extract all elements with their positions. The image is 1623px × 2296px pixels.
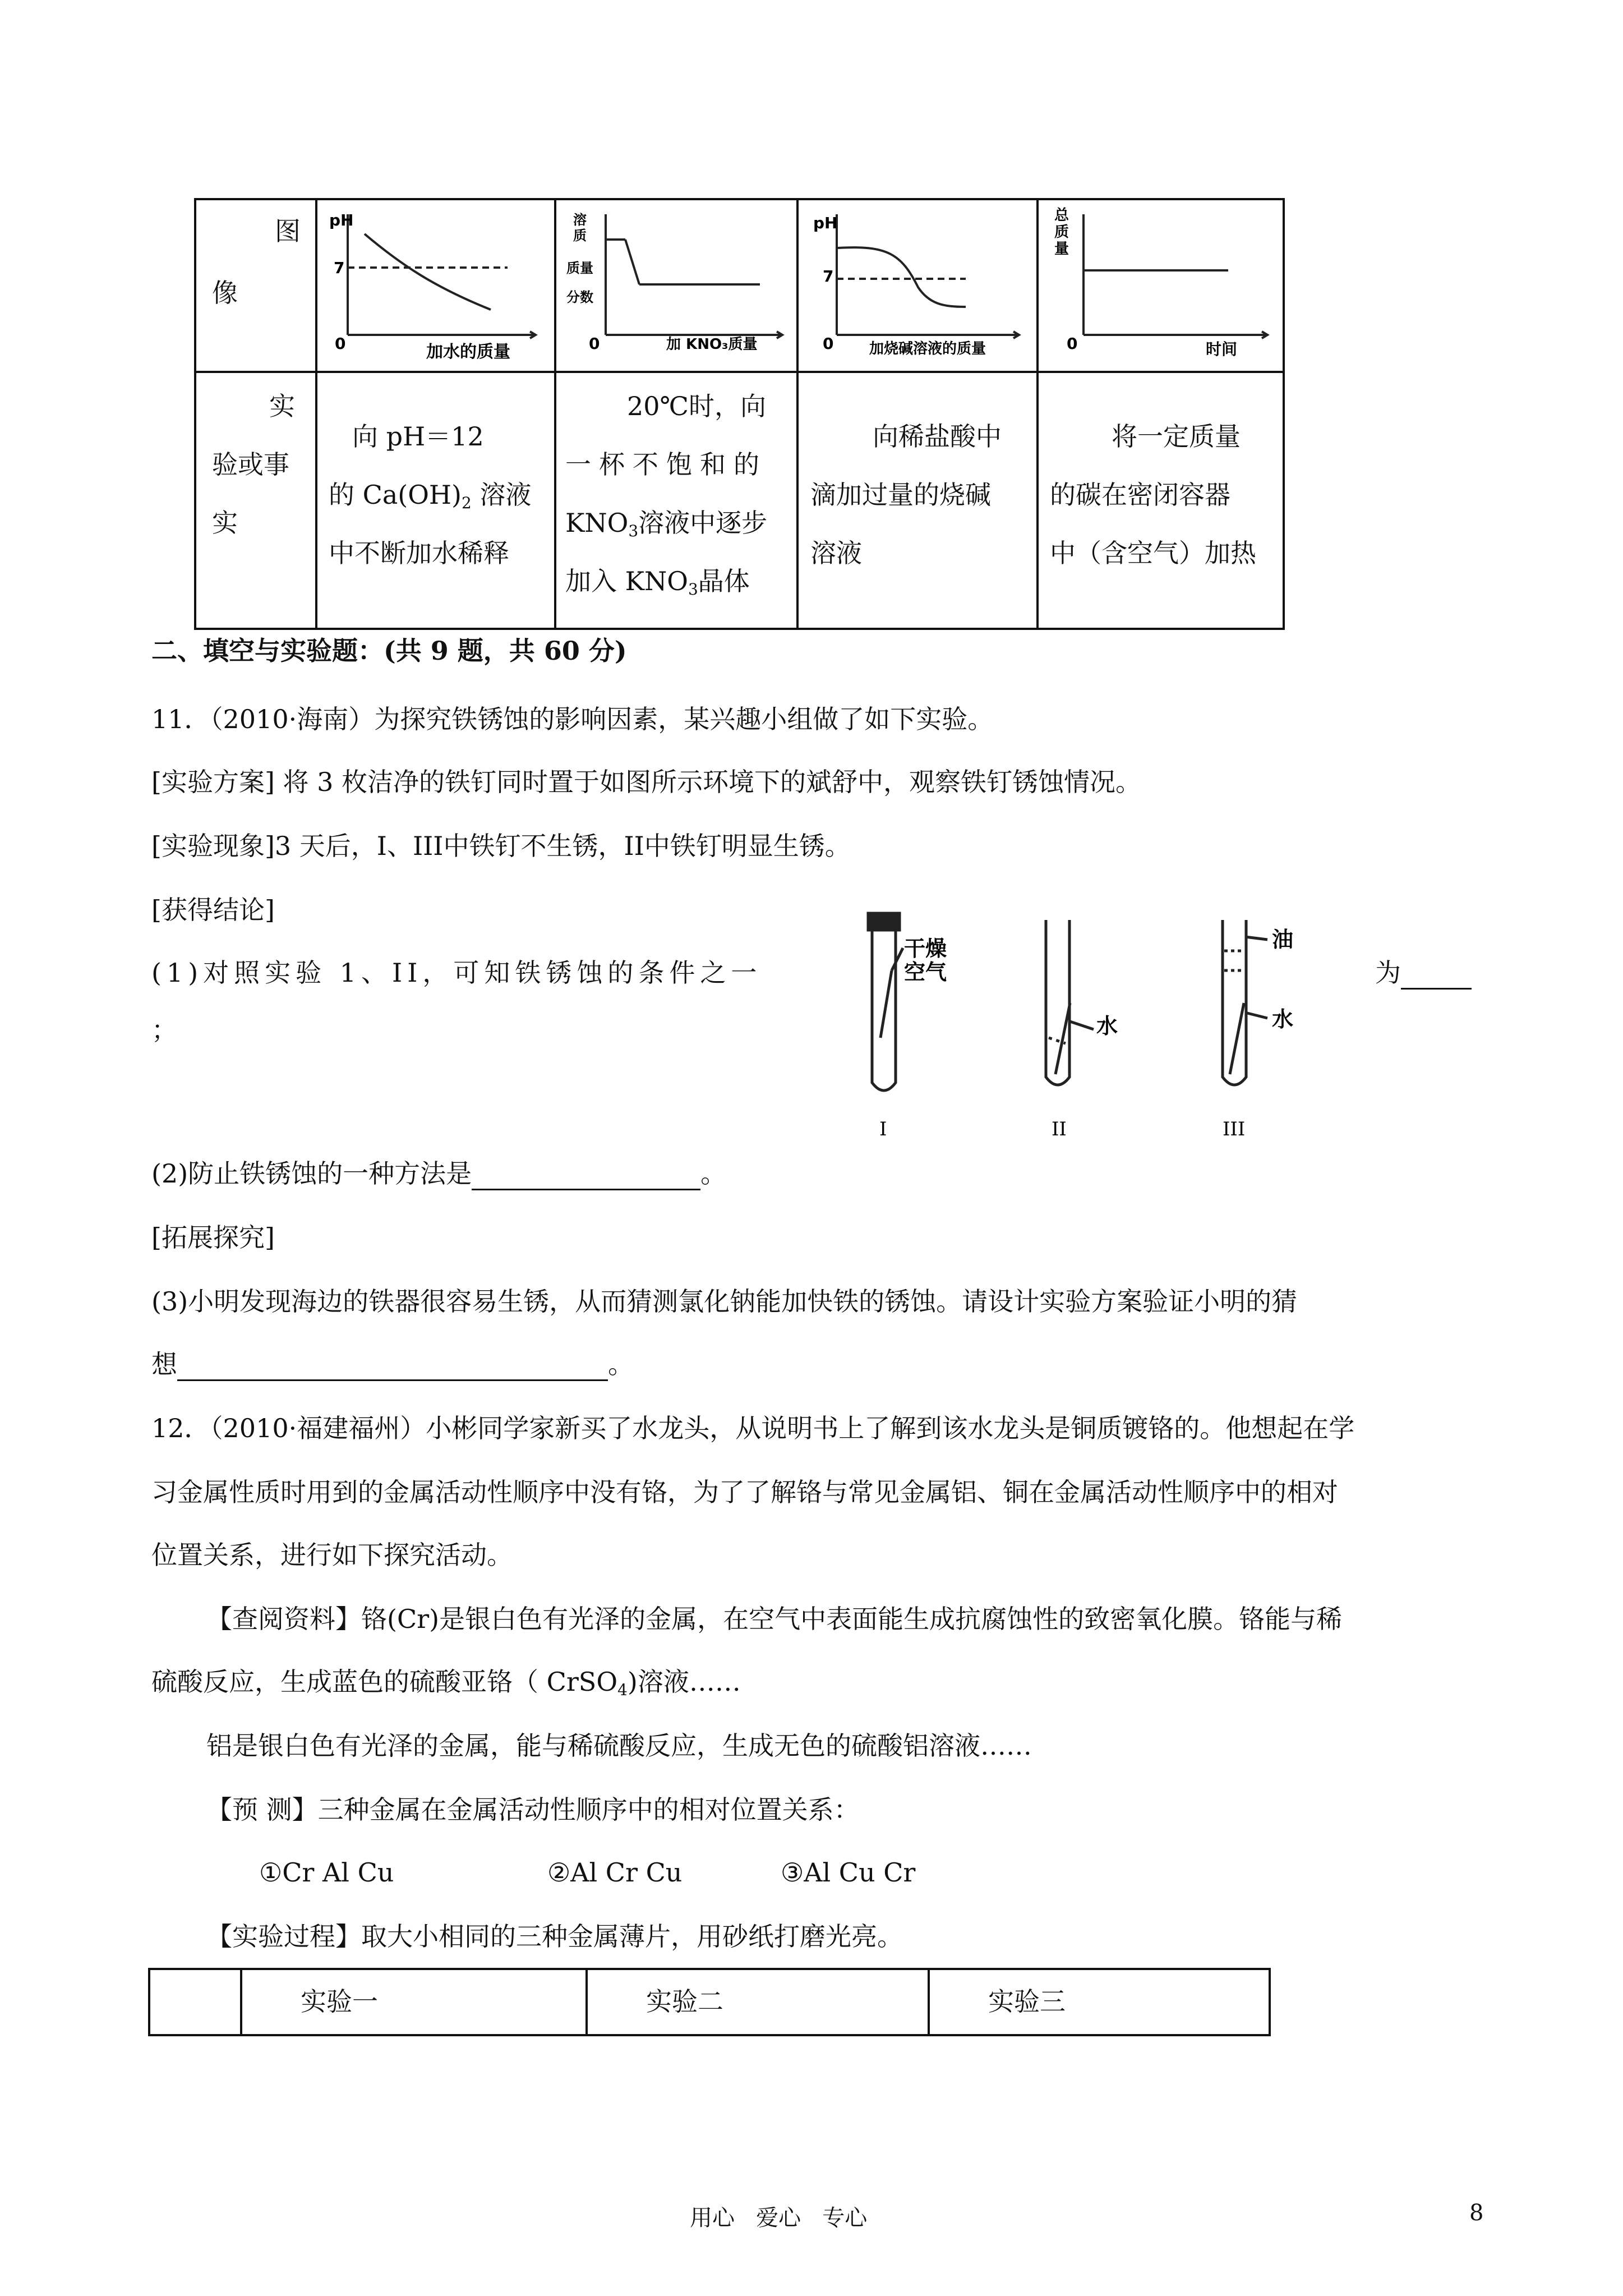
chart-ph-dilution [322, 203, 552, 369]
chart2-y-label-1: 溶 [573, 212, 587, 228]
table-2-header-exp1: 实验一 [301, 1986, 378, 2017]
chart4-x-label: 时间 [1206, 340, 1238, 358]
q11-part1-answer-blank[interactable] [1401, 961, 1472, 990]
q12-option-1: ①Cr Al Cu [259, 1857, 394, 1888]
section-2-title: 二、填空与实验题：(共 9 题，共 60 分) [151, 636, 627, 666]
q11-part3-cont: 想 。 [151, 1347, 634, 1381]
chart4-y-label-2: 质 [1054, 224, 1069, 241]
q11-part1: (1)对照实验 1、II，可知铁锈蚀的条件之一 [151, 958, 762, 988]
row-header-fact-1: 实 [269, 391, 295, 421]
q12-prediction: 【预 测】三种金属在金属活动性顺序中的相对位置关系： [206, 1795, 860, 1825]
q11-conclusion-heading: [获得结论] [151, 895, 275, 925]
q11-part1-tail: 为 [1375, 956, 1472, 990]
chart2-y-label-3: 质量 [566, 260, 593, 276]
chart4-origin: 0 [1067, 334, 1078, 353]
q11-part3: (3)小明发现海边的铁器很容易生锈，从而猜测氯化钠能加快铁的锈蚀。请设计实验方案验证小明的猜 [151, 1286, 1298, 1317]
q12-option-3: ③Al Cu Cr [781, 1857, 916, 1888]
row-header-fact-2: 验或事 [212, 449, 289, 480]
chart3-x-label: 加烧碱溶液的质量 [869, 341, 986, 357]
q11-part3-answer-blank[interactable] [177, 1352, 608, 1381]
table-2-grid [0, 1963, 1623, 2053]
q12-process: 【实验过程】取大小相同的三种金属薄片，用砂纸打磨光亮。 [206, 1921, 903, 1952]
q12-reference: 【查阅资料】铬(Cr)是银白色有光泽的金属，在空气中表面能生成抗腐蚀性的致密氧化膜。铬能与稀 [206, 1604, 1343, 1634]
chart2-y-label-4: 分数 [566, 289, 593, 305]
q12-reference-cont: 硫酸反应，生成蓝色的硫酸亚铬（ CrSO$_4$)溶液…… [151, 1667, 741, 1699]
q11-part2: (2)防止铁锈蚀的一种方法是 。 [151, 1157, 726, 1190]
chart3-origin: 0 [823, 334, 834, 353]
tube2-label-water: 水 [1096, 1014, 1118, 1038]
q11-stem: 11．（2010·海南）为探究铁锈蚀的影响因素，某兴趣小组做了如下实验。 [151, 704, 994, 734]
test-tube-figure [841, 909, 1346, 1150]
chart2-y-label-2: 质 [573, 228, 587, 243]
footer-motto: 用心 爱心 专心 [690, 2205, 868, 2231]
chart1-x-label: 加水的质量 [426, 342, 510, 362]
q11-extend-heading: [拓展探究] [151, 1222, 275, 1253]
chart4-y-label-3: 量 [1054, 241, 1069, 257]
chart1-y-label: pH [329, 211, 354, 229]
tube1-label-dry: 干燥 [904, 936, 947, 961]
q11-part2-answer-blank[interactable] [472, 1162, 700, 1190]
page-number: 8 [1469, 2200, 1484, 2226]
tube3-roman: III [1223, 1118, 1246, 1140]
tube2-roman: II [1052, 1118, 1067, 1140]
q11-plan: [实验方案] 将 3 枚洁净的铁钉同时置于如图所示环境下的斌舒中，观察铁钉锈蚀情况。 [151, 767, 1142, 797]
tube3-label-oil: 油 [1272, 927, 1294, 952]
chart3-tick-7: 7 [823, 267, 834, 286]
chart4-y-label-1: 总 [1054, 207, 1069, 224]
row-header-image-1: 图 [275, 216, 301, 246]
q12-aluminum-note: 铝是银白色有光泽的金属，能与稀硫酸反应，生成无色的硫酸铝溶液…… [206, 1731, 1032, 1761]
tube1-roman: I [879, 1118, 887, 1140]
chart2-x-label: 加 KNO₃质量 [666, 336, 758, 353]
q12-line1: 12．（2010·福建福州）小彬同学家新买了水龙头，从说明书上了解到该水龙头是铜质镀铬的。他想起在学 [151, 1413, 1355, 1443]
row-header-image-2: 像 [212, 278, 238, 308]
table-2-header-exp3: 实验三 [988, 1986, 1066, 2017]
row-header-fact-3: 实 [212, 508, 238, 538]
q12-line2: 习金属性质时用到的金属活动性顺序中没有铬，为了了解铬与常见金属铝、铜在金属活动性顺序中的相对 [151, 1477, 1338, 1507]
chart1-origin: 0 [335, 334, 346, 353]
table-2-header-exp2: 实验二 [646, 1986, 723, 2017]
tube3-label-water: 水 [1272, 1007, 1294, 1032]
q12-option-2: ②Al Cr Cu [547, 1857, 683, 1888]
chart1-tick-7: 7 [334, 259, 345, 277]
q11-part1-semicolon: ； [151, 1015, 177, 1045]
chart2-origin: 0 [589, 334, 600, 353]
tube1-label-air: 空气 [904, 960, 947, 984]
chart3-y-label: pH [813, 214, 838, 232]
chart-total-mass [1043, 203, 1279, 369]
chart-solute-fraction [561, 203, 794, 369]
q11-phenomenon: [实验现象]3 天后，I、III中铁钉不生锈，II中铁钉明显生锈。 [151, 831, 851, 861]
q12-line3: 位置关系，进行如下探究活动。 [151, 1540, 513, 1570]
chart-ph-neutralization [803, 203, 1034, 369]
